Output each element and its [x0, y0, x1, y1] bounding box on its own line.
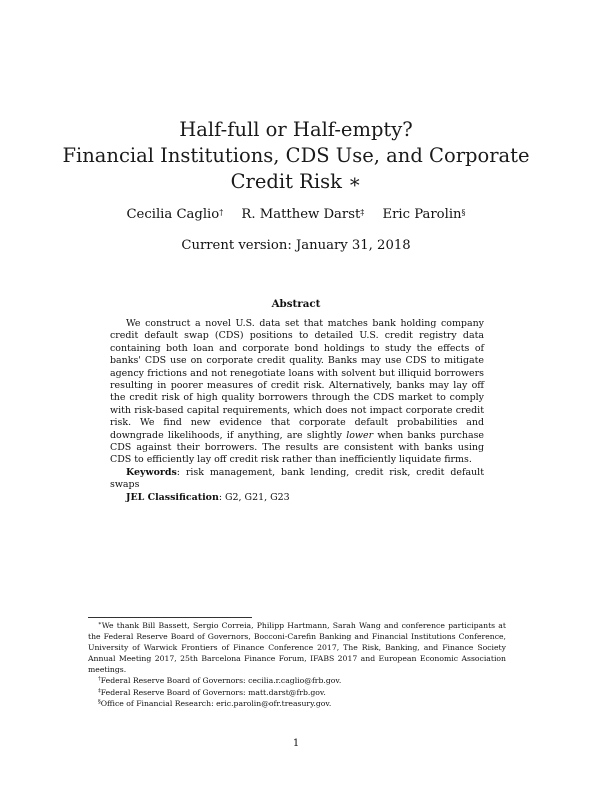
author-footnote-marker: ‡	[360, 208, 365, 217]
title-line-3-text: Credit Risk	[230, 170, 342, 193]
abstract-heading: Abstract	[271, 298, 321, 310]
footnote-text: Office of Financial Research: eric.parolin@ofr.treasury.gov.	[100, 698, 332, 708]
keywords-line	[110, 467, 484, 492]
title-footnote-marker: ∗	[348, 170, 362, 193]
footnote-text: Federal Reserve Board of Governors: cecilia.r.caglio@frb.gov.	[100, 676, 342, 686]
title-line-2: Financial Institutions, CDS Use, and Corporate	[62, 144, 530, 167]
footnote-marker: †	[98, 676, 101, 683]
author-footnote-marker: †	[219, 208, 224, 217]
footnote-text: We thank Bill Bassett, Sergio Correia, Philipp Hartmann, Sarah Wang and conference participants at the Federal Reserve Board of Governors, Bocconi-Carefin Banking and Financial Institutions Conference, University of Warwick Frontiers of Finance Conference 2017, The Risk, Banking, and Finance Society Annual Meeting 2017, 25th Barcelona Finance Forum, IFABS 2017 and European Economic Association meetings.	[88, 621, 506, 675]
footnotes	[88, 620, 506, 709]
abstract-paragraph	[110, 318, 484, 467]
author-list	[0, 207, 592, 223]
abstract-emphasis: lower	[346, 429, 374, 441]
footnote-caglio	[88, 675, 506, 686]
author-footnote-marker: §	[461, 208, 466, 217]
footnote-marker: ∗	[98, 621, 102, 627]
paper-title	[0, 117, 592, 195]
author-parolin	[383, 207, 466, 222]
author-name: Cecilia Caglio	[126, 207, 220, 222]
author-name: Eric Parolin	[382, 207, 462, 222]
jel-label: JEL Classification	[126, 491, 219, 503]
footnote-text: Federal Reserve Board of Governors: matt.darst@frb.gov.	[100, 687, 326, 697]
footnote-darst	[88, 687, 506, 698]
keywords-label: Keywords	[126, 466, 177, 478]
page-number: 1	[292, 738, 300, 749]
abstract-body	[110, 318, 484, 504]
jel-text: : G2, G21, G23	[218, 491, 290, 503]
author-darst	[241, 207, 364, 222]
author-name: R. Matthew Darst	[241, 207, 361, 222]
jel-line	[110, 492, 484, 504]
footnote-divider	[88, 617, 252, 618]
footnote-marker: §	[98, 698, 101, 705]
title-line-3	[0, 169, 592, 195]
title-line-1: Half-full or Half-empty?	[179, 118, 413, 141]
author-caglio	[126, 207, 223, 222]
abstract-text-part-1: We construct a novel U.S. data set that matches bank holding company credit default swap (CDS) positions to detailed U.S. credit registry data containing both loan and corporate bond holdings to study the effects of banks' CDS use on corporate credit quality. Banks may use CDS to mitigate agency frictions and not renegotiate loans with solvent but illiquid borrowers resulting in poorer measures of credit risk. Alternatively, banks may lay off the credit risk of high quality borrowers through the CDS market to comply with risk-based capital requirements, which does not impact corporate credit risk. We find new evidence that corporate default probabilities and downgrade likelihoods, if anything, are slightly	[110, 318, 484, 441]
abstract-text-part-2: when banks purchase CDS against their borrowers. The results are consistent with banks using CDS to efficiently lay off credit risk rather than inefficiently liquidate firms.	[110, 429, 484, 466]
version-date: Current version: January 31, 2018	[181, 238, 411, 253]
footnote-parolin	[88, 698, 506, 709]
footnote-marker: ‡	[98, 687, 101, 694]
keywords-text: : risk management, bank lending, credit risk, credit default swaps	[110, 466, 484, 491]
footnote-acknowledgements	[88, 620, 506, 675]
